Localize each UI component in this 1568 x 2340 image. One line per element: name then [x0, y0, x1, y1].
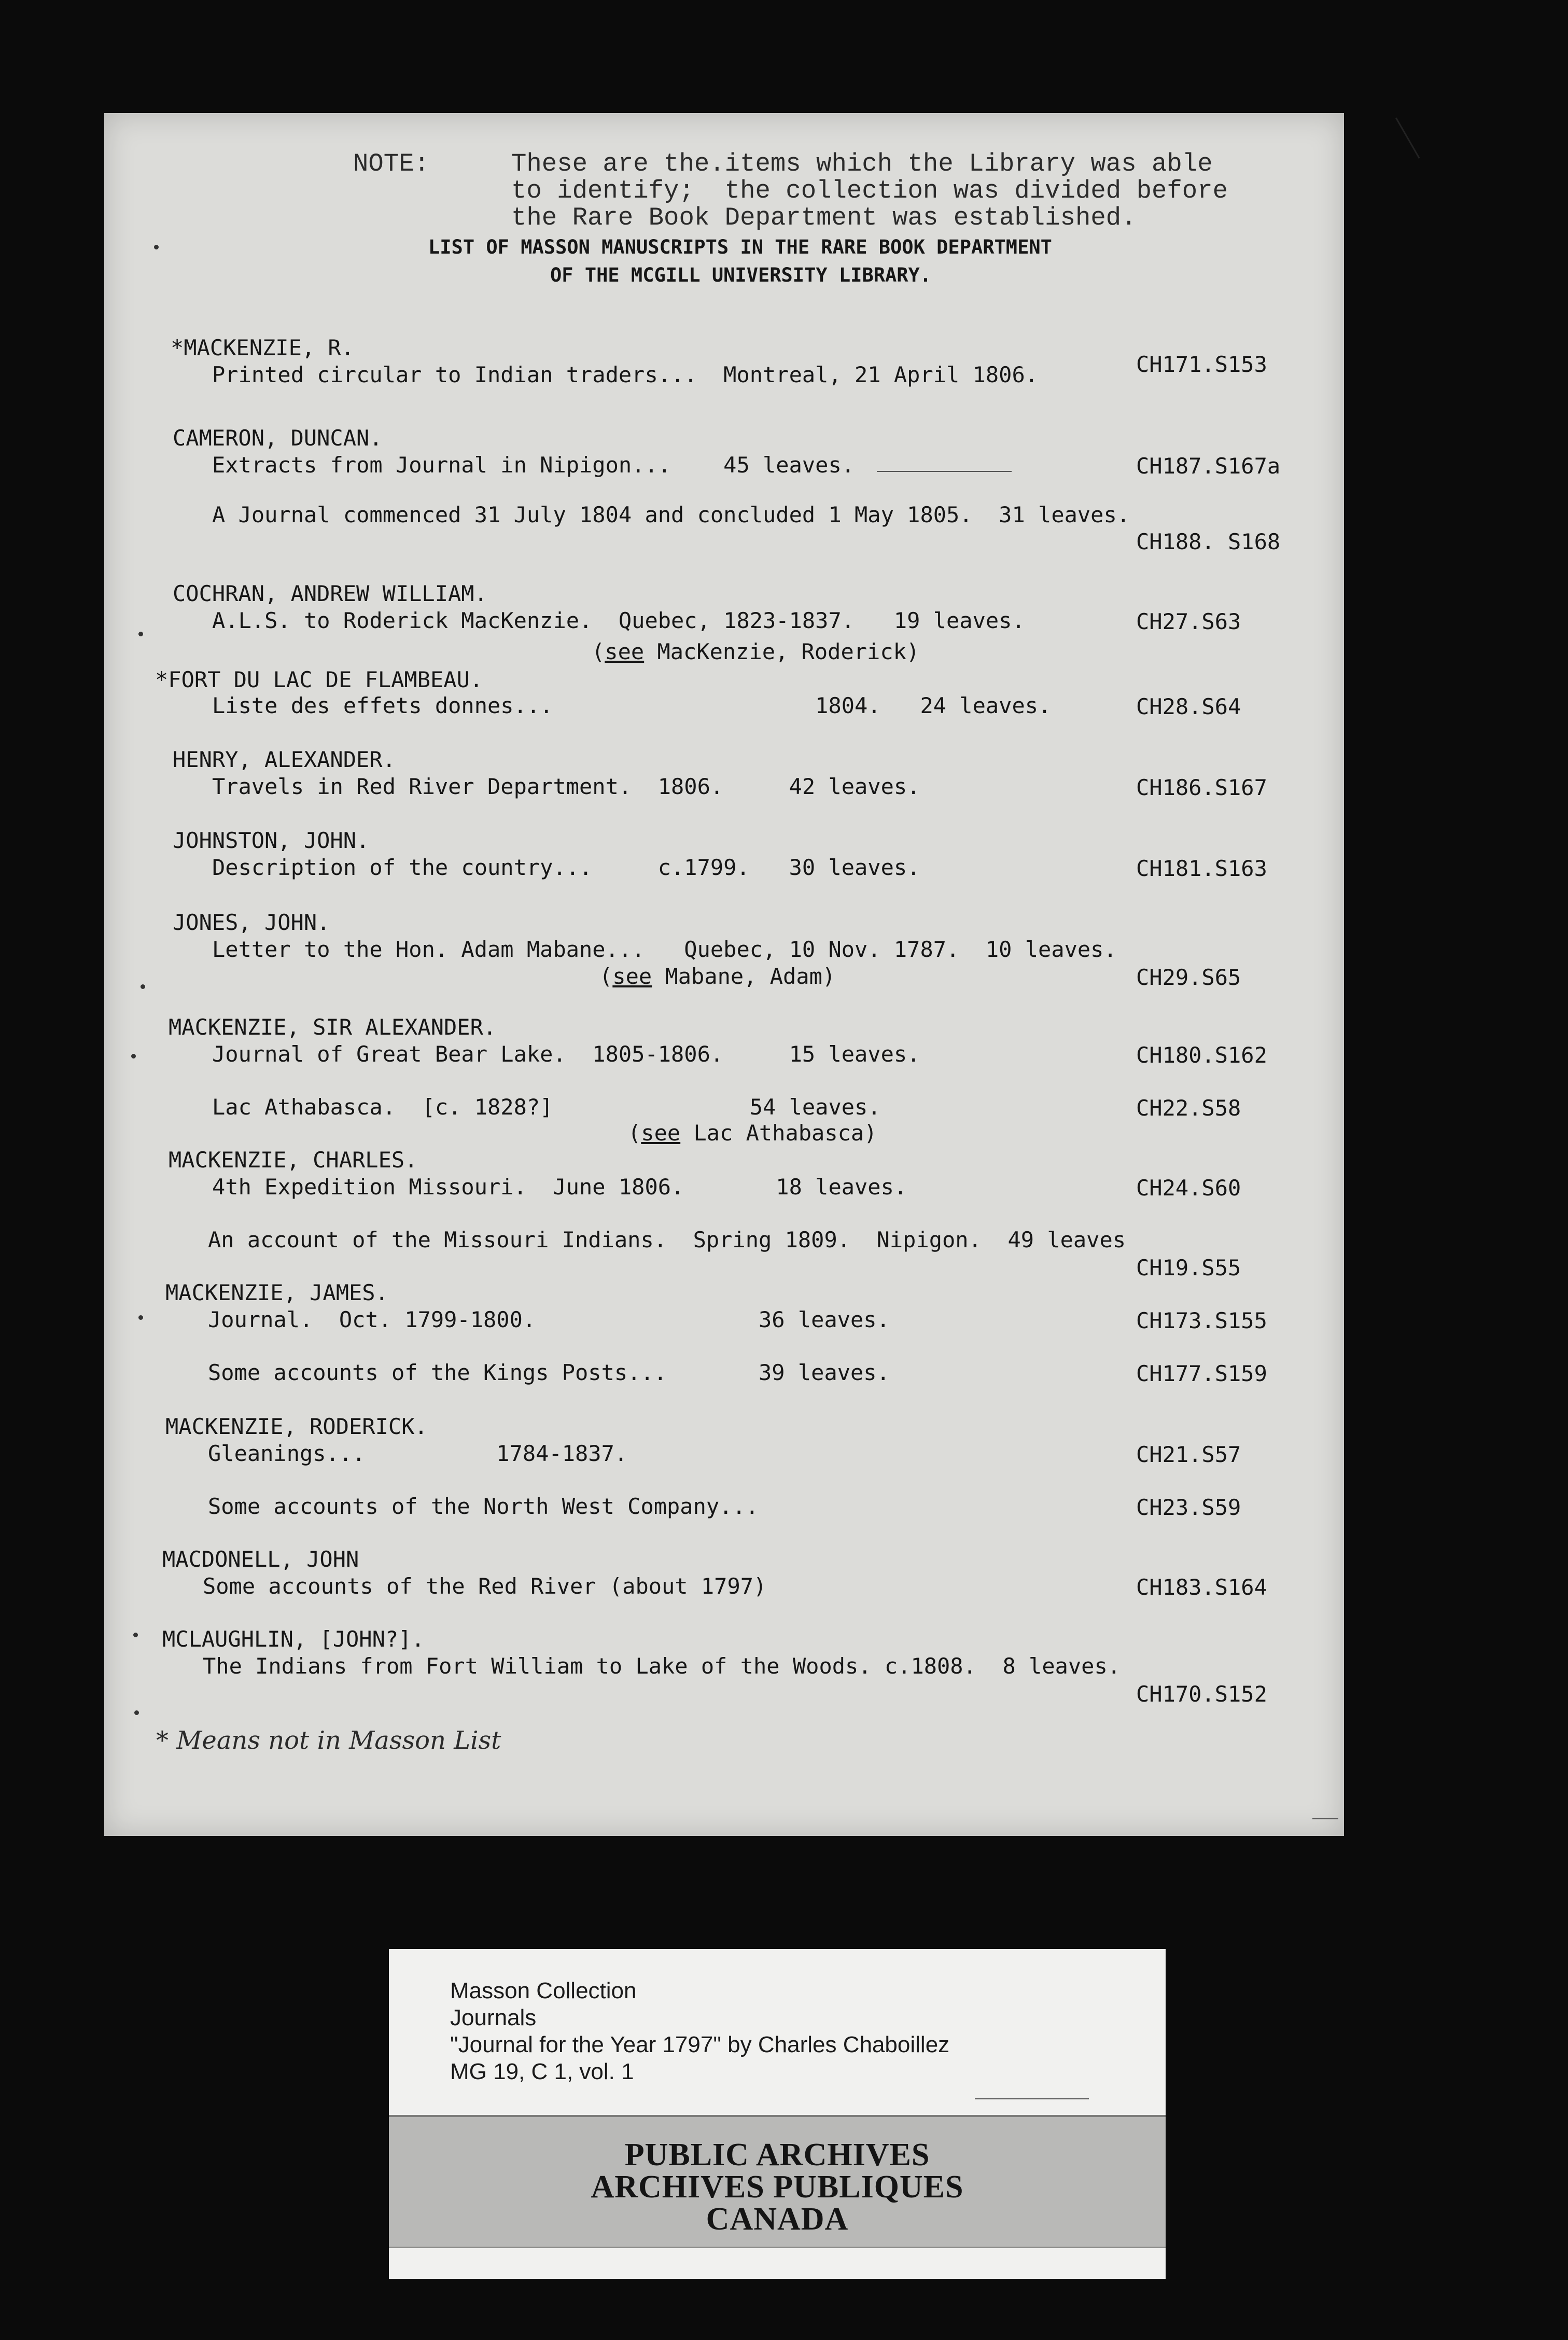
- entry-heading: HENRY, ALEXANDER.: [173, 747, 396, 772]
- stamp-line: ARCHIVES PUBLIQUES: [591, 2169, 964, 2205]
- entry-heading: CAMERON, DUNCAN.: [173, 425, 383, 451]
- entry-description: Liste des effets donnes... 1804. 24 leaves.: [212, 693, 1052, 718]
- shelf-mark: CH24.S60: [1136, 1175, 1241, 1201]
- speck: [138, 1315, 143, 1320]
- see-word: see: [605, 639, 645, 664]
- see-target: MacKenzie, Roderick): [657, 639, 920, 664]
- handwritten-footnote: * Means not in Masson List: [156, 1726, 501, 1755]
- stamp-line: PUBLIC ARCHIVES: [624, 2137, 930, 2172]
- entry-description: Journal of Great Bear Lake. 1805-1806. 15 leaves.: [212, 1041, 920, 1067]
- shelf-mark: CH29.S65: [1136, 965, 1241, 990]
- shelf-mark: CH173.S155: [1136, 1308, 1267, 1333]
- entry-description: A Journal commenced 31 July 1804 and concluded 1 May 1805. 31 leaves.: [212, 502, 1130, 527]
- cross-reference: (see Lac Athabasca): [628, 1120, 877, 1146]
- see-target: Lac Athabasca): [693, 1120, 877, 1146]
- cross-reference: (see Mabane, Adam): [599, 964, 836, 989]
- label-series: Journals: [450, 2005, 537, 2030]
- speck: [131, 1054, 136, 1058]
- note-line: to identify; the collection was divided before: [511, 176, 1228, 205]
- entry-description: Letter to the Hon. Adam Mabane... Quebec, 10 Nov. 1787. 10 leaves.: [212, 937, 1117, 962]
- entry-heading: *MACKENZIE, R.: [171, 335, 355, 360]
- entry-heading: MACKENZIE, JAMES.: [165, 1280, 388, 1305]
- entry-description: 4th Expedition Missouri. June 1806. 18 leaves.: [212, 1174, 907, 1200]
- shelf-mark: CH28.S64: [1136, 694, 1241, 719]
- entry-description: Some accounts of the Red River (about 1797): [203, 1573, 767, 1599]
- entry-description: Printed circular to Indian traders... Montreal, 21 April 1806.: [212, 362, 1039, 387]
- note-line: These are the.items which the Library was able: [511, 149, 1213, 178]
- shelf-mark: CH21.S57: [1136, 1442, 1241, 1467]
- entry-heading: MACKENZIE, CHARLES.: [169, 1147, 418, 1173]
- archive-label: [389, 1949, 1166, 2279]
- entry-heading: MCLAUGHLIN, [JOHN?].: [162, 1626, 425, 1652]
- cross-reference: (see MacKenzie, Roderick): [592, 639, 920, 664]
- list-title: OF THE MCGILL UNIVERSITY LIBRARY.: [550, 264, 932, 286]
- list-title: LIST OF MASSON MANUSCRIPTS IN THE RARE BOOK DEPARTMENT: [428, 236, 1052, 258]
- entry-description: Some accounts of the North West Company...: [208, 1494, 759, 1519]
- entry-heading: JOHNSTON, JOHN.: [173, 828, 370, 853]
- shelf-mark: CH187.S167a: [1136, 453, 1281, 479]
- note-line: the Rare Book Department was established.: [511, 203, 1137, 232]
- note-label: NOTE:: [353, 149, 430, 178]
- speck: [141, 984, 145, 989]
- entry-description: Journal. Oct. 1799-1800. 36 leaves.: [208, 1307, 890, 1332]
- entry-description: An account of the Missouri Indians. Spring 1809. Nipigon. 49 leaves: [208, 1227, 1126, 1252]
- shelf-mark: CH183.S164: [1136, 1575, 1267, 1600]
- label-collection: Masson Collection: [450, 1978, 637, 2003]
- dotted-leader: [877, 471, 1012, 472]
- label-reference: MG 19, C 1, vol. 1: [450, 2059, 634, 2084]
- entry-heading: MACDONELL, JOHN: [162, 1547, 359, 1572]
- speck: [138, 632, 143, 636]
- entry-description: The Indians from Fort William to Lake of the Woods. c.1808. 8 leaves.: [203, 1653, 1121, 1679]
- entry-heading: COCHRAN, ANDREW WILLIAM.: [173, 581, 487, 606]
- entry-description: Some accounts of the Kings Posts... 39 leaves.: [208, 1360, 890, 1385]
- entry-description: A.L.S. to Roderick MacKenzie. Quebec, 1823-1837. 19 leaves.: [212, 608, 1025, 633]
- shelf-mark: CH181.S163: [1136, 856, 1267, 881]
- entry-heading: *FORT DU LAC DE FLAMBEAU.: [155, 667, 483, 692]
- shelf-mark: CH171.S153: [1136, 352, 1267, 377]
- edge-mark: [1312, 1818, 1338, 1819]
- entry-description: Travels in Red River Department. 1806. 42 leaves.: [212, 774, 920, 799]
- speck: [133, 1633, 138, 1637]
- pen-stroke: [1395, 118, 1420, 159]
- see-word: see: [612, 964, 652, 989]
- shelf-mark: CH188. S168: [1136, 529, 1281, 554]
- shelf-mark: CH23.S59: [1136, 1495, 1241, 1520]
- shelf-mark: CH177.S159: [1136, 1361, 1267, 1386]
- speck: [134, 1710, 139, 1715]
- shelf-mark: CH27.S63: [1136, 609, 1241, 634]
- see-word: see: [641, 1120, 681, 1146]
- shelf-mark: CH19.S55: [1136, 1255, 1241, 1280]
- entry-heading: MACKENZIE, SIR ALEXANDER.: [169, 1014, 497, 1040]
- entry-heading: JONES, JOHN.: [173, 910, 330, 935]
- speck: [154, 245, 159, 249]
- label-rule: [975, 2098, 1089, 2099]
- document-page: [104, 113, 1344, 1836]
- shelf-mark: CH170.S152: [1136, 1681, 1267, 1707]
- entry-description: Gleanings... 1784-1837.: [208, 1441, 628, 1466]
- archives-stamp: [389, 2115, 1166, 2248]
- shelf-mark: CH180.S162: [1136, 1042, 1267, 1068]
- label-title: "Journal for the Year 1797" by Charles Chaboillez: [450, 2032, 950, 2057]
- stamp-line: CANADA: [706, 2202, 849, 2237]
- see-target: Mabane, Adam): [665, 964, 836, 989]
- entry-heading: MACKENZIE, RODERICK.: [165, 1414, 428, 1439]
- shelf-mark: CH22.S58: [1136, 1095, 1241, 1121]
- shelf-mark: CH186.S167: [1136, 775, 1267, 800]
- entry-description: Extracts from Journal in Nipigon... 45 leaves.: [212, 452, 855, 478]
- entry-description: Lac Athabasca. [c. 1828?] 54 leaves.: [212, 1094, 881, 1120]
- entry-description: Description of the country... c.1799. 30 leaves.: [212, 855, 920, 880]
